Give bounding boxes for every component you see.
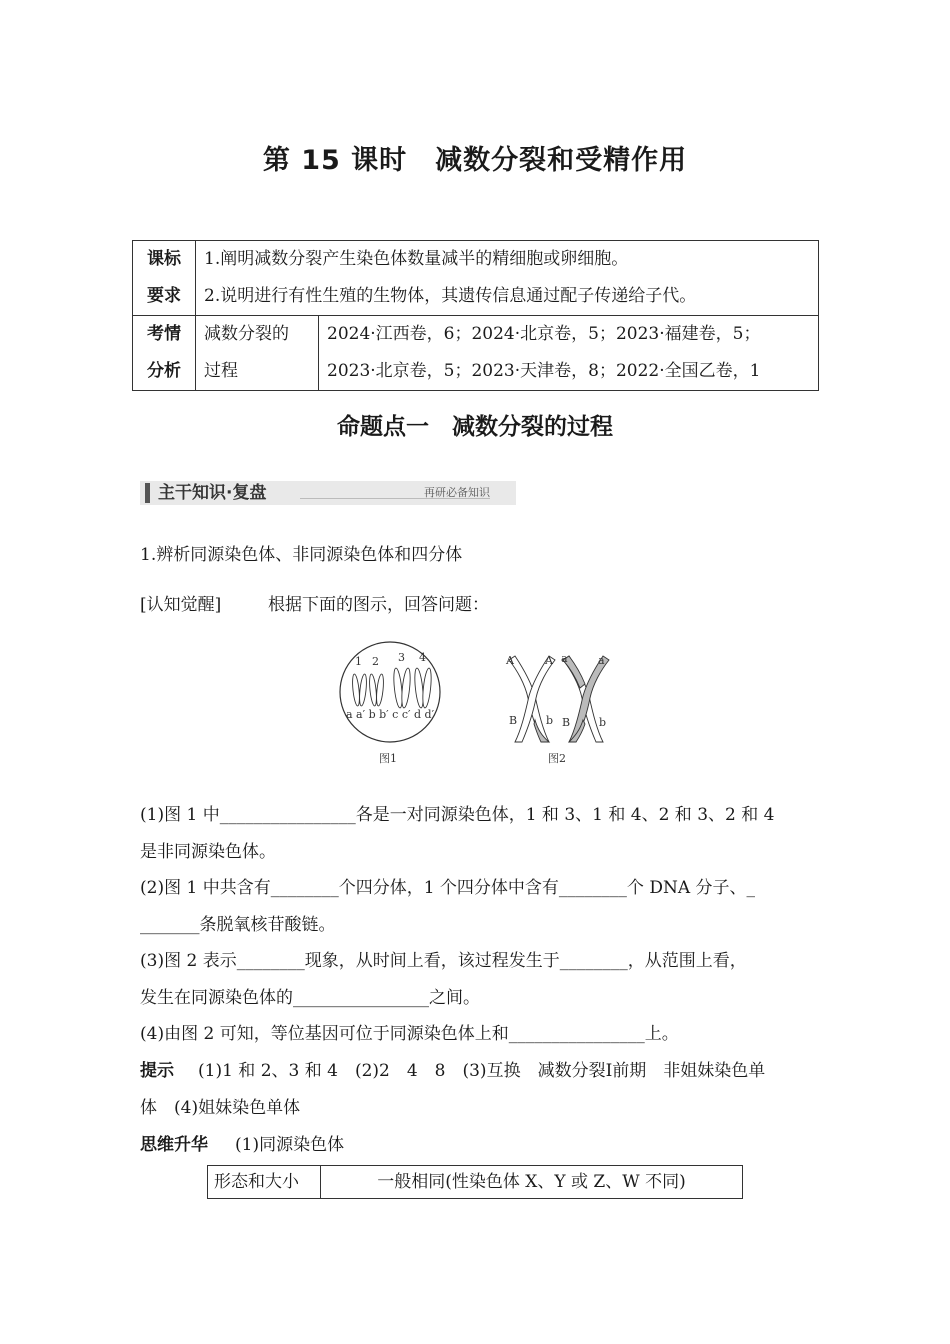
fig1-number: 1 — [355, 655, 362, 668]
header-text: 分析 — [147, 361, 181, 381]
exams-line: 2023·北京卷，5；2023·天津卷，8；2022·全国乙卷，1 — [327, 361, 761, 381]
fig1-number: 4 — [419, 651, 426, 664]
section-banner — [140, 481, 516, 505]
fig1-caption: 图1 — [379, 752, 397, 765]
topic-text: 减数分裂的 — [204, 324, 289, 344]
allele-label: B — [562, 716, 571, 729]
hint-label: 提示 — [140, 1061, 174, 1081]
point-heading: 1.辨析同源染色体、非同源染色体和四分体 — [140, 545, 463, 565]
question-3-line-1: (3)图 2 表示________现象，从时间上看，该过程发生于________，从范围上看， — [140, 951, 747, 971]
header-text: 课标 — [147, 249, 181, 269]
fig2-caption: 图2 — [548, 752, 566, 765]
allele-label: b — [546, 714, 554, 727]
sub-table-label: 形态和大小 — [208, 1166, 321, 1199]
hint-line-1: (1)1 和 2、3 和 4 (2)2 4 8 (3)互换 减数分裂Ⅰ前期 非姐妹染色单 — [198, 1061, 766, 1081]
figure-2 — [505, 652, 609, 765]
prompt-text: 根据下面的图示，回答问题： — [268, 595, 489, 615]
hint-line-2: 体 (4)姐妹染色单体 — [140, 1098, 301, 1118]
requirement-2: 2.说明进行有性生殖的生物体，其遗传信息通过配子传递给子代。 — [204, 286, 697, 306]
analysis-header — [133, 316, 196, 391]
prompt-label: [认知觉醒] — [140, 595, 222, 615]
curriculum-table — [132, 240, 819, 391]
exams-line: 2024·江西卷，6；2024·北京卷，5；2023·福建卷，5； — [327, 324, 761, 344]
header-text: 要求 — [147, 286, 181, 306]
section-title: 命题点一 减数分裂的过程 — [337, 414, 613, 440]
allele-label: B — [509, 714, 518, 727]
allele-label: a — [598, 654, 605, 667]
allele-label: A — [506, 654, 514, 667]
figure-1 — [340, 642, 440, 765]
fig1-alleles: a a′ b b′ c c′ d d′ — [346, 708, 435, 721]
question-4: (4)由图 2 可知，等位基因可位于同源染色体上和________________上。 — [140, 1024, 679, 1044]
banner-subtitle: 再研必备知识 — [424, 486, 490, 499]
exams-cell — [319, 316, 819, 391]
question-1-line-1: (1)图 1 中________________各是一对同源染色体，1 和 3、1 和 4、2 和 3、2 和 4 — [140, 805, 775, 825]
fig1-number: 2 — [372, 655, 379, 668]
header-text: 考情 — [147, 324, 181, 344]
allele-label: b — [599, 716, 607, 729]
thinking-text: (1)同源染色体 — [235, 1135, 345, 1155]
homologous-table — [207, 1165, 743, 1199]
allele-label: A — [545, 654, 553, 667]
chromosome-figures — [335, 638, 625, 770]
page-title: 第 15 课时 减数分裂和受精作用 — [262, 145, 688, 176]
sub-table-value: 一般相同(性染色体 X、Y 或 Z、W 不同) — [321, 1166, 743, 1199]
requirements-header — [133, 241, 196, 316]
requirements-cell — [196, 241, 819, 316]
fig1-number: 3 — [398, 651, 405, 664]
question-1-line-2: 是非同源染色体。 — [140, 842, 276, 862]
topic-cell — [196, 316, 319, 391]
banner-bar — [145, 483, 150, 503]
topic-text: 过程 — [204, 361, 238, 381]
question-2-line-1: (2)图 1 中共含有________个四分体，1 个四分体中含有________个 DNA 分子、_ — [140, 878, 756, 898]
banner-title: 主干知识·复盘 — [158, 483, 267, 503]
question-2-line-2: _______条脱氧核苷酸链。 — [140, 915, 336, 935]
thinking-label: 思维升华 — [140, 1135, 208, 1155]
requirement-1: 1.阐明减数分裂产生染色体数量减半的精细胞或卵细胞。 — [204, 249, 629, 269]
question-3-line-2: 发生在同源染色体的________________之间。 — [140, 988, 480, 1008]
allele-label: a — [561, 652, 568, 665]
